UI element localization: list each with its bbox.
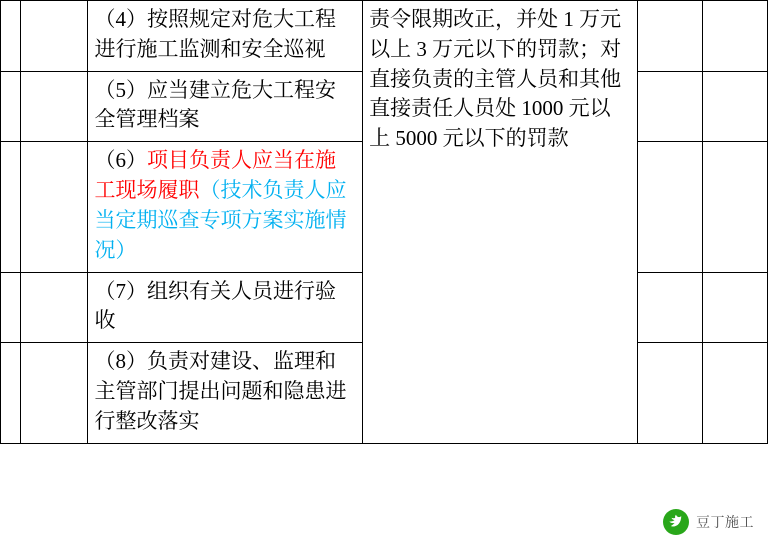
row1-duty-text: （4）按照规定对危大工程进行施工监测和安全巡视 <box>94 7 336 61</box>
row3-seg-highlight-red: 项目负责人应当在施工现场履职 <box>94 148 336 203</box>
row4-col2 <box>21 272 88 343</box>
row3-col5 <box>637 142 702 272</box>
row3-seg-highlight-cyan: （技术负责人应当定期巡查专项方案实施情况） <box>94 178 347 262</box>
row2-col1 <box>1 71 21 142</box>
row1-col2 <box>21 1 88 72</box>
row3-duty <box>88 142 363 272</box>
row1-penalty <box>363 1 638 444</box>
watermark-label: 豆丁施工 <box>696 514 754 530</box>
leaf-icon <box>663 509 689 535</box>
row2-col2 <box>21 71 88 142</box>
row4-col5 <box>637 272 702 343</box>
watermark-badge <box>659 507 758 537</box>
row3-duty-text <box>94 146 356 265</box>
row4-col1 <box>1 272 21 343</box>
row2-col5 <box>637 71 702 142</box>
row5-duty-text: （8）负责对建设、监理和主管部门提出问题和隐患进行整改落实 <box>94 349 347 433</box>
table-row <box>1 1 768 72</box>
row1-col1 <box>1 1 21 72</box>
row3-col1 <box>1 142 21 272</box>
row2-duty <box>88 71 363 142</box>
row1-col5 <box>637 1 702 72</box>
row1-col6 <box>702 1 767 72</box>
row3-seg-number: （6） <box>94 148 147 173</box>
row3-col6 <box>702 142 767 272</box>
row5-col5 <box>637 343 702 443</box>
row5-duty <box>88 343 363 443</box>
row4-col6 <box>702 272 767 343</box>
row4-duty-text: （7）组织有关人员进行验收 <box>94 278 336 333</box>
row5-col6 <box>702 343 767 443</box>
row3-col2 <box>21 142 88 272</box>
row4-duty <box>88 272 363 343</box>
row1-duty <box>88 1 363 72</box>
row5-col1 <box>1 343 21 443</box>
penalty-text: 责令限期改正，并处 1 万元以上 3 万元以下的罚款；对直接负责的主管人员和其他直接责任人员处 1000 元以上 5000 元以下的罚款 <box>369 7 622 151</box>
row2-col6 <box>702 71 767 142</box>
row2-duty-text: （5）应当建立危大工程安全管理档案 <box>94 77 336 132</box>
row5-col2 <box>21 343 88 443</box>
